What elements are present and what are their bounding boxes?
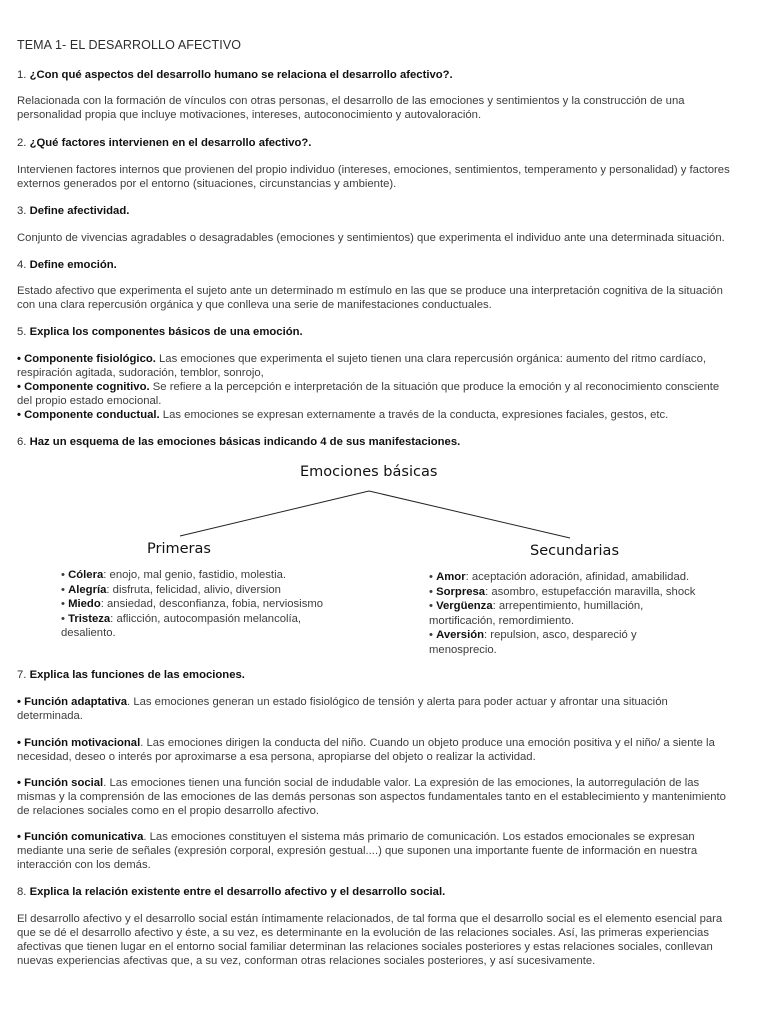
- answer-line: externos generados por el entorno (situaciones, circunstancias y ambiente).: [17, 178, 397, 190]
- answer-line: Estado afectivo que experimenta el sujeto ante un determinado m estímulo en las que se produce una interpretación cognitiva de la situación: [17, 285, 723, 297]
- question-number: 4.: [17, 259, 27, 271]
- question-number: 3.: [17, 205, 27, 217]
- branch-right: [369, 491, 570, 538]
- answer-4: [17, 284, 747, 312]
- primary-emotions-list: [61, 568, 391, 641]
- component-label: • Componente fisiológico.: [17, 353, 156, 365]
- question-5: [17, 325, 747, 339]
- emotion-text: : ansiedad, desconfianza, fobia, nerviosismo: [100, 598, 324, 610]
- list-item: • Aversión: repulsion, asco, despareció y: [429, 629, 637, 641]
- list-item: • Amor: aceptación adoración, afinidad, amabilidad.: [429, 571, 690, 583]
- list-item: • Cólera: enojo, mal genio, fastidio, molestia.: [61, 569, 286, 581]
- question-number: 6.: [17, 436, 27, 448]
- answer-line: Conjunto de vivencias agradables o desagradables (emociones y sentimientos) que experimenta el individuo ante una determinada situación.: [17, 232, 725, 244]
- emotion-text: desaliento.: [61, 627, 116, 639]
- question-text: Haz un esquema de las emociones básicas indicando 4 de sus manifestaciones.: [29, 436, 461, 448]
- emotion-label: Sorpresa: [436, 585, 486, 598]
- answer-8: [17, 912, 747, 968]
- question-2: [17, 136, 747, 150]
- diagram-root: Emociones básicas: [300, 464, 438, 480]
- answer-line: Intervienen factores internos que provienen del propio individuo (intereses, emociones, sentimientos, temperamento y personalidad) y factores: [17, 164, 730, 176]
- emotion-label: Cólera: [68, 569, 104, 581]
- function-text: interacción con los demás.: [17, 859, 151, 871]
- answer-line: que se dé el desarrollo afectivo y éste, a su vez, es determinante en la evolución de las relaciones sociales. Así, las primeras experiencias: [17, 927, 709, 939]
- answer-line: Relacionada con la formación de vínculos con otras personas, el desarrollo de las emociones y sentimientos y la construcción de una: [17, 95, 685, 107]
- emotion-text: mortificación, remordimiento.: [429, 614, 575, 627]
- component-cognitive: [17, 380, 747, 394]
- answer-line: afectivas que tienen lugar en el entorno social familiar determinan las relaciones sociales posteriores y estas relaciones sociales, conllevan: [17, 941, 713, 953]
- function-text: . Las emociones constituyen el sistema más primario de comunicación. Los estados emocionales se expresan: [143, 831, 695, 843]
- component-text: Se refiere a la percepción e interpretación de la situación que produce la emoción y al reconocimiento consciente: [149, 381, 720, 393]
- question-text: Define emoción.: [29, 259, 117, 271]
- question-number: 5.: [17, 326, 27, 338]
- question-6: [17, 435, 747, 449]
- function-motivational: [17, 736, 747, 764]
- function-text: de relaciones sociales como en el propio desarrollo afectivo.: [17, 805, 320, 817]
- function-text: mediante una serie de señales (expresión corporal, expresión gestual....) que suponen una importante fuente de información en nuestra: [17, 845, 698, 857]
- answer-line: con una clara repercusión orgánica y que conlleva una serie de manifestaciones conductuales.: [17, 299, 492, 311]
- question-text: Define afectividad.: [29, 205, 130, 217]
- function-text: mismas y la comprensión de las emociones de las demás personas son aspectos fundamentales tanto en el establecimiento y mantenimiento: [17, 791, 726, 803]
- question-number: 1.: [17, 69, 27, 81]
- list-item: • Tristeza: aflicción, autocompasión melancolía,: [61, 612, 302, 625]
- emotion-text: : repulsion, asco, despareció y: [484, 629, 637, 641]
- function-label: • Función motivacional: [17, 737, 141, 749]
- list-item: • Alegría: disfruta, felicidad, alivio, diversion: [61, 583, 281, 596]
- question-text: ¿Con qué aspectos del desarrollo humano se relaciona el desarrollo afectivo?.: [29, 69, 453, 81]
- function-text: . Las emociones generan un estado fisiológico de tensión y alerta para poder actuar y afrontar una situación: [127, 696, 668, 708]
- question-number: 8.: [17, 886, 27, 898]
- emotion-label: Alegría: [68, 583, 107, 596]
- question-7: [17, 668, 747, 682]
- emotion-label: Vergüenza: [436, 600, 493, 612]
- question-8: [17, 885, 747, 899]
- function-social: [17, 776, 747, 818]
- list-item: • Miedo: ansiedad, desconfianza, fobia, nerviosismo: [61, 598, 324, 610]
- function-label: • Función social: [17, 777, 104, 789]
- function-communicative: [17, 830, 747, 872]
- question-4: [17, 258, 747, 272]
- question-number: 7.: [17, 669, 27, 681]
- emotion-text: menosprecio.: [429, 643, 497, 656]
- answer-line: nuevas experiencias afectivas que, a su vez, conforman otras relaciones sociales posteriores, y así sucesivamente.: [17, 955, 596, 967]
- secondary-emotions-list: [429, 570, 749, 657]
- branch-left: [180, 491, 369, 536]
- component-text: Las emociones que experimenta el sujeto tienen una clara repercusión orgánica: aumento del ritmo cardíaco,: [155, 353, 706, 365]
- document-title: TEMA 1- EL DESARROLLO AFECTIVO: [17, 38, 242, 52]
- question-number: 2.: [17, 137, 27, 149]
- emotion-text: : aflicción, autocompasión melancolía,: [110, 612, 302, 625]
- emotion-text: : enojo, mal genio, fastidio, molestia.: [103, 569, 286, 581]
- question-text: ¿Qué factores intervienen en el desarrollo afectivo?.: [29, 137, 312, 149]
- emotion-text: : asombro, estupefacción maravilla, shock: [485, 585, 696, 598]
- emotion-text: : arrepentimiento, humillación,: [492, 600, 644, 612]
- function-text: determinada.: [17, 710, 83, 722]
- diagram-left-title: Primeras: [147, 541, 211, 557]
- diagram-right-title: Secundarias: [530, 543, 619, 559]
- question-1: [17, 68, 747, 82]
- component-text: respiración agitada, sudoración, temblor, sonrojo,: [17, 367, 264, 379]
- answer-3: [17, 231, 747, 245]
- component-physiological: [17, 352, 747, 366]
- component-behavioral: [17, 408, 747, 422]
- list-item: • Sorpresa: asombro, estupefacción maravilla, shock: [429, 585, 696, 598]
- answer-2: [17, 163, 747, 191]
- emotion-text: : disfruta, felicidad, alivio, diversion: [106, 583, 281, 596]
- answer-line: El desarrollo afectivo y el desarrollo social están íntimamente relacionados, de tal forma que el desarrollo social es el elemento esencial para: [17, 913, 723, 925]
- function-text: necesidad, deseo o interés por aproximarse a esa persona, apropiarse del objeto o realizar la actividad.: [17, 751, 536, 763]
- question-text: Explica los componentes básicos de una emoción.: [29, 326, 303, 338]
- function-text: . Las emociones dirigen la conducta del niño. Cuando un objeto produce una emoción positiva y el niño/ a siente la: [140, 737, 715, 749]
- emotion-label: Amor: [436, 571, 466, 583]
- function-text: . Las emociones tienen una función social de indudable valor. La expresión de las emociones, la autorregulación de las: [103, 777, 700, 789]
- question-text: Explica la relación existente entre el desarrollo afectivo y el desarrollo social.: [29, 886, 446, 898]
- answer-1: [17, 94, 747, 122]
- component-text: Las emociones se expresan externamente a través de la conducta, expresiones faciales, gestos, etc.: [159, 409, 669, 421]
- answer-line: personalidad propia que incluye motivaciones, intereses, autoconocimiento y autovaloración.: [17, 109, 482, 121]
- list-item: • Vergüenza: arrepentimiento, humillación,: [429, 600, 644, 612]
- answer-5: [17, 352, 747, 422]
- emotion-label: Aversión: [436, 629, 485, 641]
- function-label: • Función adaptativa: [17, 696, 128, 708]
- emotion-label: Tristeza: [68, 612, 111, 625]
- emotion-text: : aceptación adoración, afinidad, amabilidad.: [465, 571, 690, 583]
- component-text: del propio estado emocional.: [17, 395, 162, 407]
- emotion-label: Miedo: [68, 598, 101, 610]
- question-text: Explica las funciones de las emociones.: [29, 669, 245, 681]
- question-3: [17, 204, 747, 218]
- component-label: • Componente cognitivo.: [17, 381, 150, 393]
- function-label: • Función comunicativa: [17, 831, 144, 843]
- component-label: • Componente conductual.: [17, 409, 160, 421]
- function-adaptive: [17, 695, 747, 723]
